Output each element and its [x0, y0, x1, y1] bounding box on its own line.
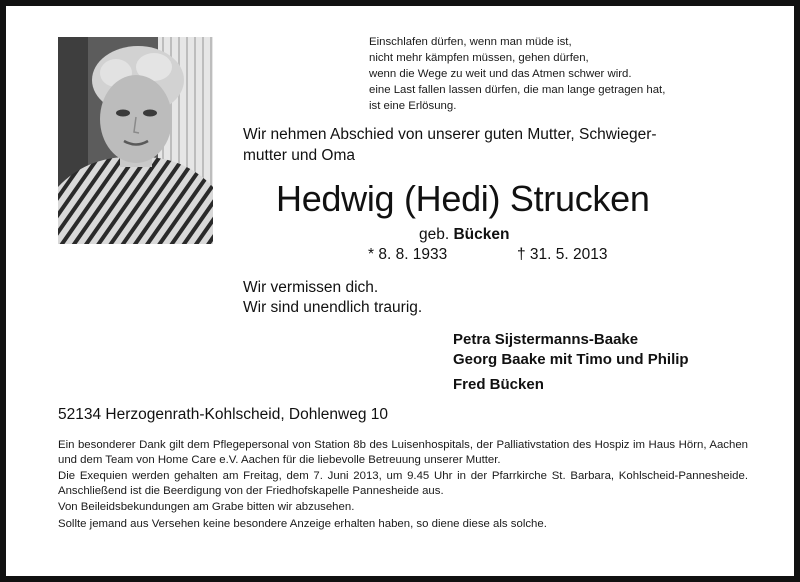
farewell-line: mutter und Oma [243, 147, 355, 164]
poem-line: eine Last fallen lassen dürfen, die man lange getragen hat, [369, 84, 666, 96]
note-paragraph: Sollte jemand aus Versehen keine besondere Anzeige erhalten haben, so diene diese als solche. [58, 517, 547, 530]
notice-body [58, 438, 748, 533]
signer-line: Fred Bücken [453, 376, 544, 393]
portrait-image [58, 37, 213, 244]
birth-name-prefix: geb. [419, 226, 450, 243]
poem-line: ist eine Erlösung. [369, 100, 457, 112]
farewell-text [243, 124, 773, 166]
mourning-text [243, 278, 422, 318]
poem-line: nicht mehr kämpfen müssen, gehen dürfen, [369, 52, 589, 64]
mourning-line: Wir vermissen dich. [243, 279, 379, 296]
exequies-paragraph: Die Exequien werden gehalten am Freitag, dem 7. Juni 2013, um 9.45 Uhr in der Pfarrkirche St. Barbara, Kohlscheid-Pannesheide. Anschließend ist die Beerdigung von der Friedhofskapelle Pannesheide aus. [58, 470, 748, 497]
birth-name-value: Bücken [453, 226, 510, 243]
poem-line: Einschlafen dürfen, wenn man müde ist, [369, 36, 572, 48]
poem-line: wenn die Wege zu weit und das Atmen schwer wird. [369, 68, 632, 80]
farewell-line: Wir nehmen Abschied von unserer guten Mutter, Schwieger- [243, 126, 657, 143]
thanks-paragraph: Ein besonderer Dank gilt dem Pflegepersonal von Station 8b des Luisenhospitals, der Palliativstation des Hospiz im Haus Hörn, Aachen und dem Team von Home Care e.V. Aachen für die liebevolle Betreuung unserer Mutter. [58, 439, 748, 466]
deceased-name: Hedwig (Hedi) Strucken [276, 178, 650, 219]
signer-line: Georg Baake mit Timo und Philip [453, 351, 689, 368]
condolences-paragraph: Von Beileidsbekundungen am Grabe bitten wir abzusehen. [58, 501, 355, 513]
death-date: † 31. 5. 2013 [517, 246, 608, 263]
signer-line: Petra Sijstermanns-Baake [453, 331, 639, 348]
birth-date: * 8. 8. 1933 [368, 246, 448, 263]
signers [453, 330, 689, 395]
portrait-photo [58, 37, 213, 244]
address: 52134 Herzogenrath-Kohlscheid, Dohlenweg 10 [58, 406, 389, 423]
mourning-line: Wir sind unendlich traurig. [243, 299, 423, 316]
poem [369, 34, 769, 114]
birth-name [419, 225, 509, 245]
